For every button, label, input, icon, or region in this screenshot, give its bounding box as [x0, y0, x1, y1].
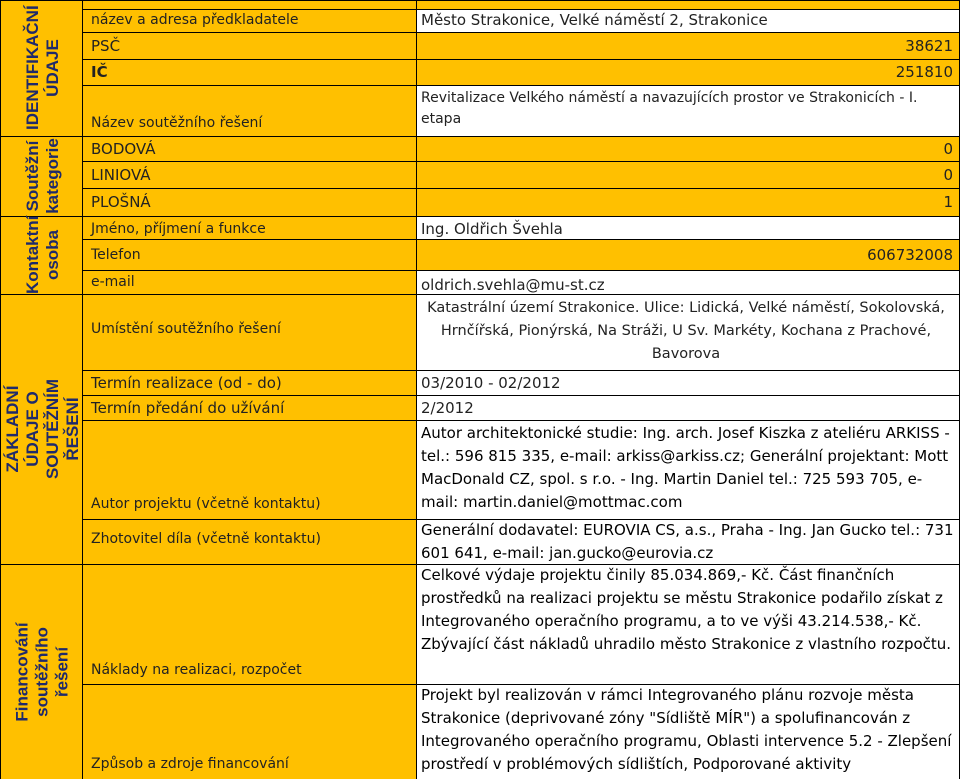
- contact-name-label: Jméno, příjmení a funkce: [91, 221, 266, 237]
- grid-line: [82, 9, 960, 10]
- grid-line: [0, 294, 960, 295]
- grid-line: [82, 59, 960, 60]
- ic-value: 251810: [895, 63, 953, 81]
- grid-line: [82, 85, 960, 86]
- handover-value: 2/2012: [421, 399, 474, 417]
- section-category: Soutěžní kategorie: [23, 138, 63, 214]
- psc-value: 38621: [905, 37, 953, 55]
- section-identification: IDENTIFIKAČNÍ ÚDAJE: [23, 5, 62, 130]
- grid-line: [82, 420, 960, 421]
- location-label: Umístění soutěžního řešení: [91, 321, 281, 337]
- bodova-label: BODOVÁ: [91, 140, 156, 158]
- costs-value: Celkové výdaje projektu činily 85.034.869,- Kč. Část finančních prostředků na realizaci projektu se městu Strakonice podařilo získat z Integrovaného operačního programu, a to ve výši 43.214.538,- Kč. Zbývající část nákladů uhradilo město Strakonice z vlastního rozpočtu.: [421, 566, 952, 653]
- phone-label: Telefon: [91, 247, 141, 263]
- plosna-label: PLOŠNÁ: [91, 193, 151, 211]
- grid-line: [82, 239, 960, 240]
- plosna-value: 1: [943, 193, 953, 211]
- grid-line: [82, 270, 960, 271]
- handover-label: Termín předání do užívání: [91, 399, 285, 417]
- solution-name-label: Název soutěžního řešení: [91, 115, 263, 131]
- term-value: 03/2010 - 02/2012: [421, 374, 561, 392]
- grid-line: [82, 395, 960, 396]
- grid-line: [0, 0, 1, 779]
- grid-line: [0, 216, 960, 217]
- grid-line: [0, 0, 960, 1]
- author-value: Autor architektonické studie: Ing. arch. Josef Kiszka z ateliéru ARKISS - tel.: 596 815 335, e-mail: arkiss@arkiss.cz; Generální projektant: Mott MacDonald CZ, spol. s r.o. - Ing. Martin Daniel tel.: 725 593 705, e-mail: martin.daniel@mottmac.com: [421, 424, 950, 511]
- sources-value: Projekt byl realizován v rámci Integrovaného plánu rozvoje města Strakonice (deprivované zóny "Sídliště MÍR") a spolufinancován z Integrovaného operačního programu, Oblasti intervence 5.2 - Zlepšení prostředí v problémových sídlištích, Podporované aktivity: [421, 686, 952, 773]
- bodova-value: 0: [943, 140, 953, 158]
- location-value: Katastrální území Strakonice. Ulice: Lidická, Velké náměstí, Sokolovská, Hrnčířská, Pionýrská, Na Stráži, U Sv. Markéty, Kochana z Prachové, Bavorova: [427, 300, 945, 362]
- contractor-label: Zhotovitel díla (včetně kontaktu): [91, 531, 321, 547]
- grid-line: [416, 0, 417, 779]
- section-contact: Kontaktní osoba: [23, 215, 62, 294]
- submitter-value: Město Strakonice, Velké náměstí 2, Strakonice: [421, 11, 768, 29]
- grid-line: [82, 188, 960, 189]
- email-value: oldrich.svehla@mu-st.cz: [421, 276, 605, 294]
- liniova-label: LINIOVÁ: [91, 166, 151, 184]
- grid-line: [82, 32, 960, 33]
- grid-line: [82, 161, 960, 162]
- grid-line: [0, 136, 960, 137]
- section-financing: Financování soutěžního řešení: [13, 621, 72, 722]
- contractor-value: Generální dodavatel: EUROVIA CS, a.s., Praha - Ing. Jan Gucko tel.: 731 601 641, e-mail: jan.gucko@eurovia.cz: [421, 521, 954, 562]
- contact-name-value: Ing. Oldřich Švehla: [421, 220, 563, 238]
- ic-label: IČ: [91, 63, 108, 81]
- solution-name-value: Revitalizace Velkého náměstí a navazujících prostor ve Strakonicích - I. etapa: [421, 90, 918, 127]
- author-label: Autor projektu (včetně kontaktu): [91, 496, 321, 512]
- psc-label: PSČ: [91, 37, 121, 55]
- submitter-label: název a adresa předkladatele: [91, 12, 299, 28]
- phone-value: 606732008: [867, 246, 953, 264]
- liniova-value: 0: [943, 166, 953, 184]
- sources-label: Způsob a zdroje financování: [91, 756, 289, 772]
- term-label: Termín realizace (od - do): [91, 374, 282, 392]
- costs-label: Náklady na realizaci, rozpočet: [91, 662, 302, 678]
- grid-line: [82, 370, 960, 371]
- email-label: e-mail: [91, 274, 135, 290]
- section-basic: ZÁKLADNÍ ÚDAJE O SOUTĚŽNÍM ŘEŠENÍ: [3, 378, 82, 480]
